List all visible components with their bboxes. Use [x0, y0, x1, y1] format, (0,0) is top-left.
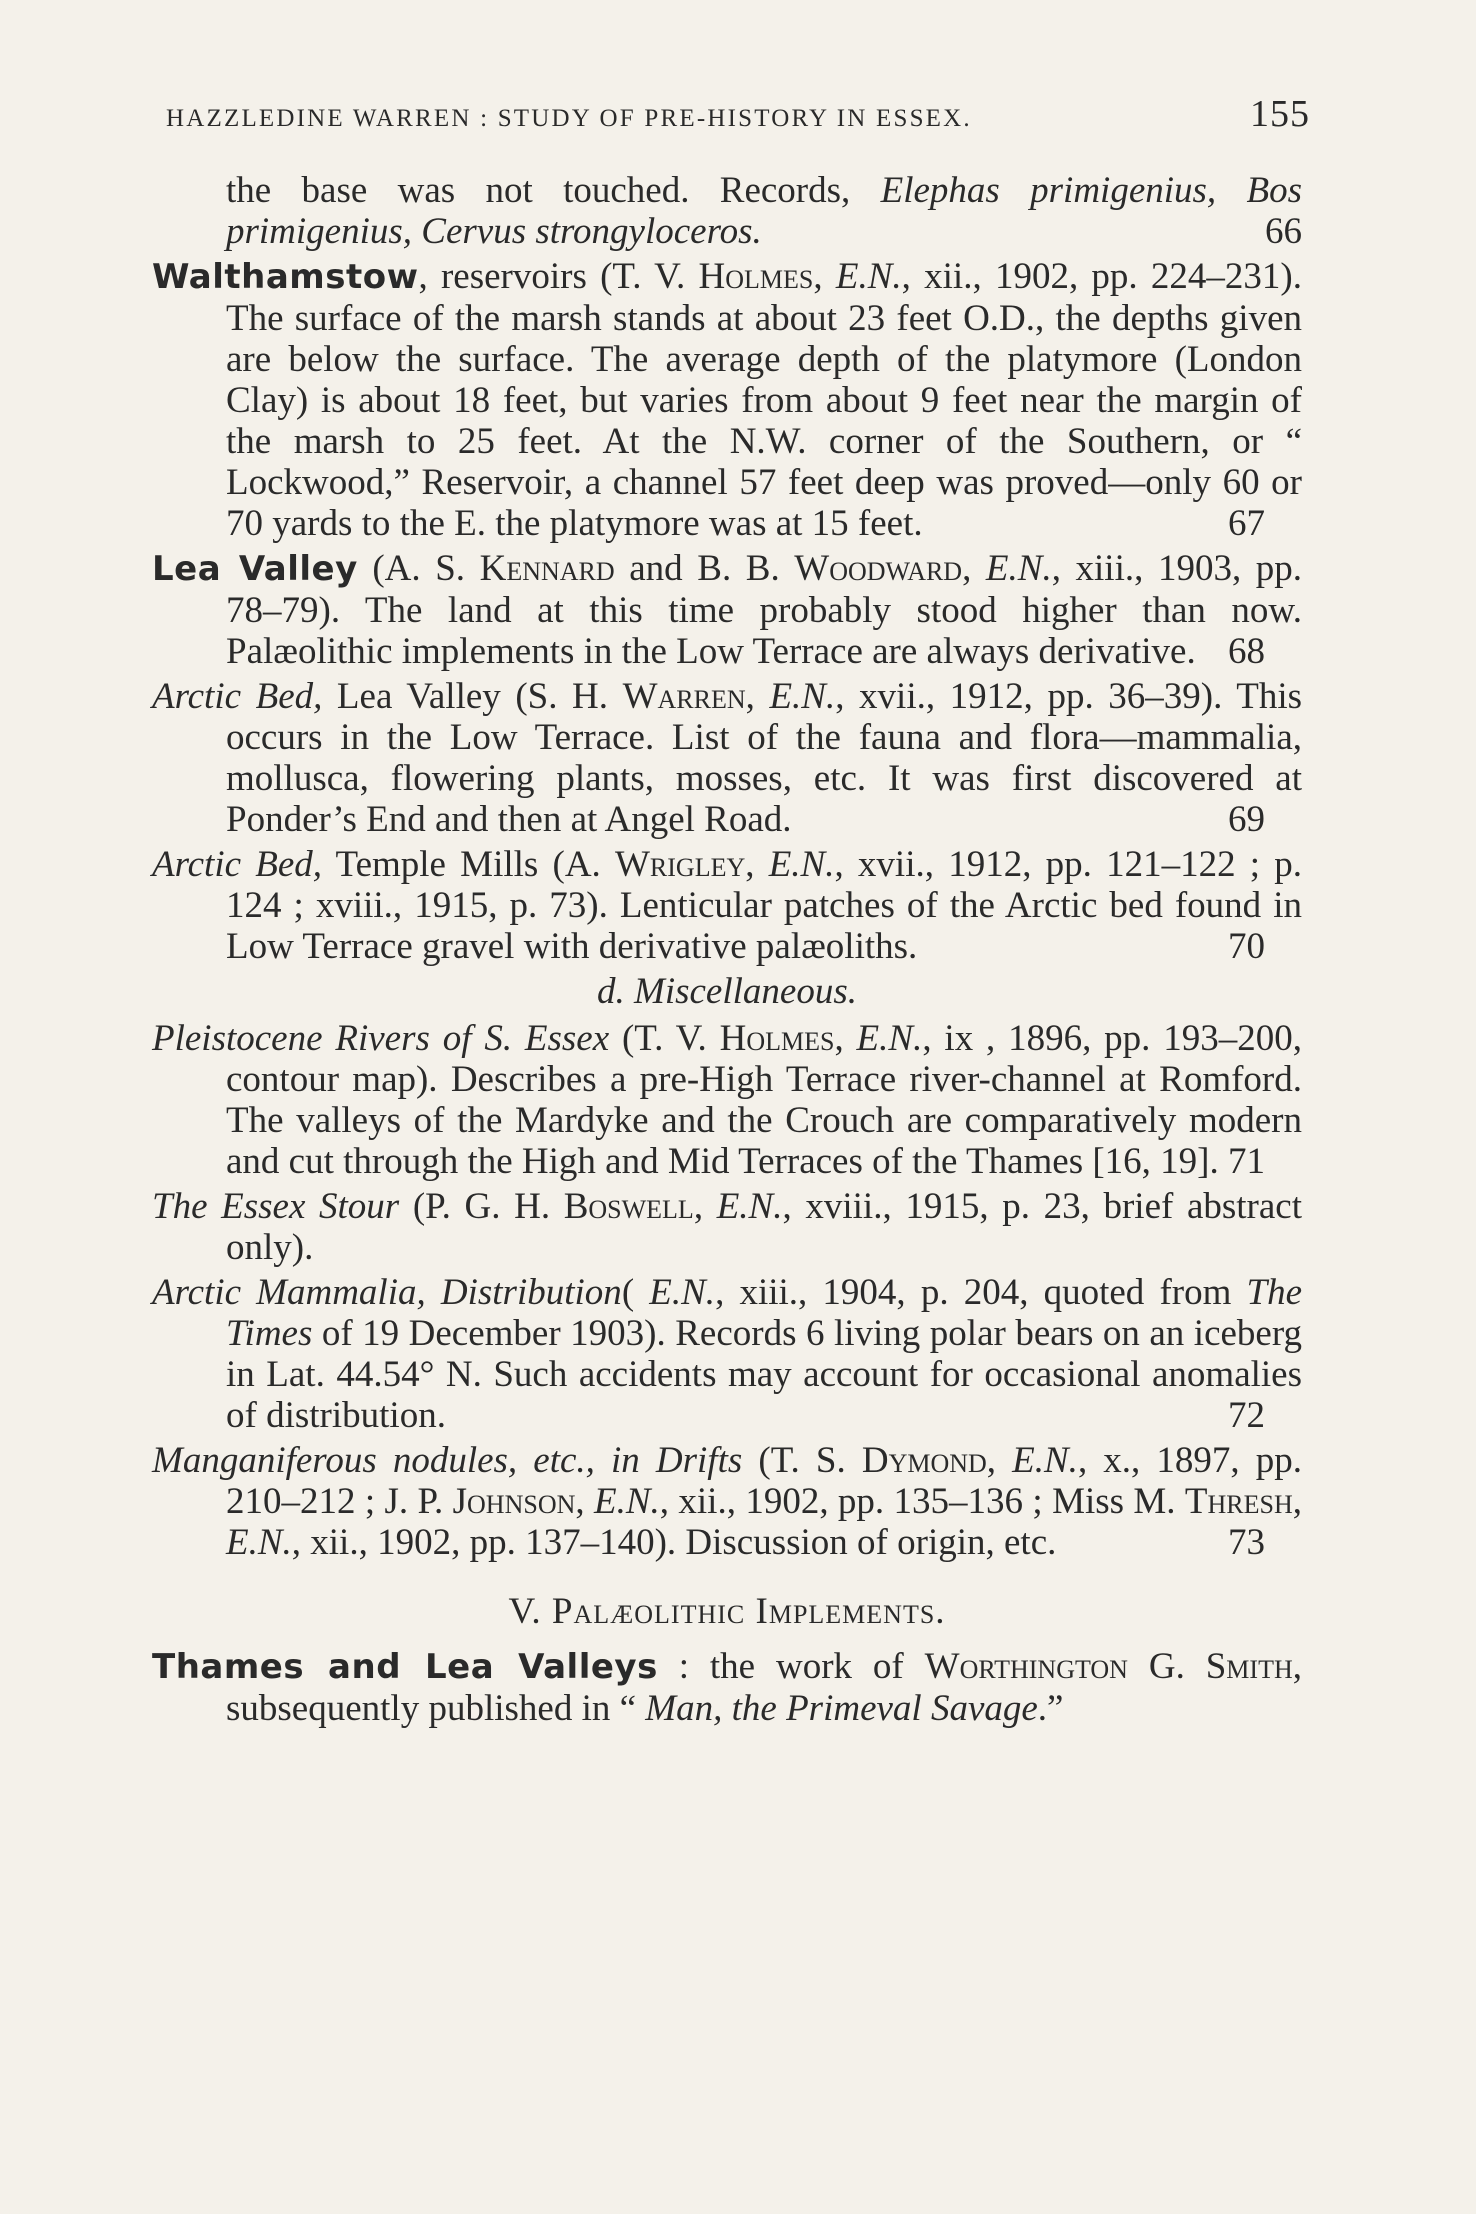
journal-abbrev: E.N. — [649, 1272, 716, 1313]
entry-text: , xii., 1902, pp. 135–136 ; Miss M. — [659, 1481, 1185, 1522]
entry-text: , — [813, 256, 836, 297]
entry-66 — [226, 170, 1302, 252]
author-name: Kennard — [479, 548, 615, 589]
entry-text: , reservoirs (T. V. — [418, 256, 699, 297]
entry-70: Arctic Bed, Temple Mills (A. Wrigley, E.N., xvii., 1912, pp. 121–122 ; p. 124 ; xviii., 1915, p. 73). Lenticular patches of the Arctic bed found in Low Terrace gravel with derivative palæoliths. 70 — [152, 844, 1303, 967]
entry-text: of 19 December 1903). Records 6 living polar bears on an iceberg in Lat. 44.54° N. Such accidents may account for occasional anomalies of distribution. — [226, 1313, 1302, 1436]
author-name: Smith — [1205, 1646, 1293, 1687]
entry-text: G. — [1127, 1646, 1206, 1687]
entry-text: , subsequently published in “ — [226, 1646, 1302, 1729]
entry-title: Arctic Mammalia, Distribution — [152, 1272, 622, 1313]
entry-title: Walthamstow — [152, 257, 419, 297]
running-title: HAZZLEDINE WARREN : STUDY OF PRE-HISTORY IN ESSEX. — [166, 105, 972, 132]
entry-text: , xiii., 1904, p. 204, quoted from — [715, 1272, 1247, 1313]
entry-title: Manganiferous nodules, etc., in Drifts — [152, 1440, 743, 1481]
subsection-heading: d. Miscellaneous. — [597, 971, 857, 1012]
author-name: Johnson — [452, 1481, 576, 1522]
journal-abbrev: E.N. — [1012, 1440, 1078, 1481]
entry-text: (T. S. — [742, 1440, 862, 1481]
page-number: 155 — [1250, 93, 1310, 135]
entry-text: , xii., 1902, pp. 137–140). Discussion of origin, etc. — [291, 1522, 1057, 1563]
entry-title: Pleistocene Rivers of S. Essex — [152, 1018, 610, 1059]
entry-title: Arctic Bed, — [152, 676, 323, 717]
entry-title: The Essex Stour — [152, 1186, 400, 1227]
entry-72: Arctic Mammalia, Distribution( E.N., xiii., 1904, p. 204, quoted from The Times of 19 December 1903). Records 6 living polar bears on an iceberg in Lat. 44.54° N. Such accidents may account for occasional anomalies of distribution. 72 — [152, 1272, 1302, 1436]
section-heading: V. Palæolithic Implements. — [508, 1591, 946, 1632]
entry-text: Lea Valley (S. H. — [322, 676, 623, 717]
page-body — [152, 170, 1302, 1729]
author-name: Worthington — [924, 1646, 1128, 1687]
author-name: Dymond — [861, 1440, 987, 1481]
entry-text: (A. S. — [357, 548, 480, 589]
entry-67: Walthamstow, reservoirs (T. V. Holmes, E.N., xii., 1902, pp. 224–231). The surface of the marsh stands at about 23 feet O.D., the depths given are below the surface. The average depth of the platymore (London Clay) is about 18 feet, but varies from about 9 feet near the margin of the marsh to 25 feet. At the N.W. corner of the Southern, or “ Lockwood,” Reservoir, a channel 57 feet deep was proved—only 60 or 70 yards to the E. the platymore was at 15 feet. 67 — [152, 256, 1302, 544]
journal-abbrev: E.N. — [716, 1186, 783, 1227]
entry-text: , xvii., 1912, pp. 36–39). This occurs in the Low Terrace. List of the fauna and flora—mammalia, mollusca, flowering plants, mosses, etc. It was first discovered at Ponder’s End and then at Angel Road. — [226, 676, 1303, 840]
journal-abbrev: E.N. — [835, 256, 902, 297]
entry-title: Lea Valley — [152, 549, 358, 589]
entry-text: , — [745, 844, 769, 885]
entry-title: Thames and Lea Valleys — [152, 1647, 658, 1687]
author-name: Woodward — [794, 548, 963, 589]
entry-text: , xii., 1902, pp. 224–231). The surface of the marsh stands at about 23 feet O.D., the depths given are below the surface. The average depth of the platymore (London Clay) is about 18 feet, but varies from about 9 feet near the margin of the marsh to 25 feet. At the N.W. corner of the Southern, or “ Lockwood,” Reservoir, a channel 57 feet deep was proved—only 60 or 70 yards to the E. the platymore was at 15 feet. — [226, 256, 1302, 544]
entry-71: Pleistocene Rivers of S. Essex (T. V. Holmes, E.N., ix , 1896, pp. 193–200, contour map). Describes a pre-High Terrace river-channel at Romford. The valleys of the Mardyke and the Crouch are comparatively modern and cut through the High and Mid Terraces of the Thames [16, 19]. 71 — [152, 1018, 1303, 1182]
entry-text: ( — [621, 1272, 650, 1313]
journal-abbrev: E.N. — [856, 1018, 923, 1059]
entry-text: , — [986, 1440, 1013, 1481]
source-title: The Times — [226, 1272, 1302, 1354]
entry-text: , xvii., 1912, pp. 121–122 ; p. 124 ; xviii., 1915, p. 73). Lenticular patches of the Arctic bed found in Low Terrace gravel with derivative palæoliths. — [226, 844, 1303, 967]
author-name: Wrigley — [615, 844, 746, 885]
entry-text: , — [1292, 1481, 1303, 1522]
entry-text: and B. B. — [614, 548, 795, 589]
running-header — [166, 92, 1310, 136]
entry-text: , — [575, 1481, 594, 1522]
species-names: Elephas primigenius, Bos primigenius, Cervus strongyloceros. — [226, 170, 1302, 252]
journal-abbrev: E.N. — [226, 1522, 292, 1563]
author-name: Thresh — [1184, 1481, 1293, 1522]
entry-thames-lea — [152, 1646, 1302, 1729]
entry-text: , — [834, 1018, 857, 1059]
journal-abbrev: E.N. — [768, 844, 835, 885]
entry-title: Arctic Bed, — [152, 844, 323, 885]
entry-text: , — [693, 1186, 717, 1227]
entry-text: , xviii., 1915, p. 23, brief abstract only). — [226, 1186, 1302, 1268]
journal-abbrev: E.N. — [769, 676, 836, 717]
entry-73: Manganiferous nodules, etc., in Drifts (T. S. Dymond, E.N., x., 1897, pp. 210–212 ; J. P. Johnson, E.N., xii., 1902, pp. 135–136 ; Miss M. Thresh, E.N., xii., 1902, pp. 137–140). Discussion of origin, etc. 73 — [152, 1440, 1303, 1563]
entry-68: Lea Valley (A. S. Kennard and B. B. Woodward, E.N., xiii., 1903, pp. 78–79). The land at this time probably stood higher than now. Palæolithic implements in the Low Terrace are always derivative. 68 — [152, 548, 1303, 672]
journal-abbrev: E.N. — [985, 548, 1052, 589]
entry-text: the base was not touched. Records, — [226, 170, 881, 211]
entry-text: , x., 1897, pp. 210–212 ; J. P. — [226, 1440, 1303, 1522]
entry-text: Temple Mills (A. — [322, 844, 615, 885]
entry-text: .” — [1037, 1688, 1064, 1729]
author-name: Warren — [622, 676, 746, 717]
entry-text: , — [745, 676, 770, 717]
entry-text: , — [962, 548, 986, 589]
entry-essex-stour — [152, 1186, 1302, 1268]
entry-text: (T. V. — [609, 1018, 720, 1059]
author-name: Boswell — [563, 1186, 694, 1227]
author-name: Holmes — [698, 256, 814, 297]
entry-text: (P. G. H. — [399, 1186, 564, 1227]
entry-text: , ix , 1896, pp. 193–200, contour map). Describes a pre-High Terrace river-channel at Romford. The valleys of the Mardyke and the Crouch are comparatively modern and cut through the High and Mid Terraces of the Thames [16, 19]. — [226, 1018, 1303, 1182]
book-title: Man, the Primeval Savage — [645, 1688, 1038, 1729]
author-name: Holmes — [719, 1018, 835, 1059]
journal-abbrev: E.N. — [594, 1481, 660, 1522]
entry-69: Arctic Bed, Lea Valley (S. H. Warren, E.N., xvii., 1912, pp. 36–39). This occurs in the Low Terrace. List of the fauna and flora—mammalia, mollusca, flowering plants, mosses, etc. It was first discovered at Ponder’s End and then at Angel Road. 69 — [152, 676, 1303, 840]
entry-number: 66 — [1265, 211, 1302, 252]
entry-text: , xiii., 1903, pp. 78–79). The land at this time probably stood higher than now. Palæolithic implements in the Low Terrace are always derivative. — [226, 548, 1303, 672]
entry-text: : the work of — [657, 1646, 925, 1687]
